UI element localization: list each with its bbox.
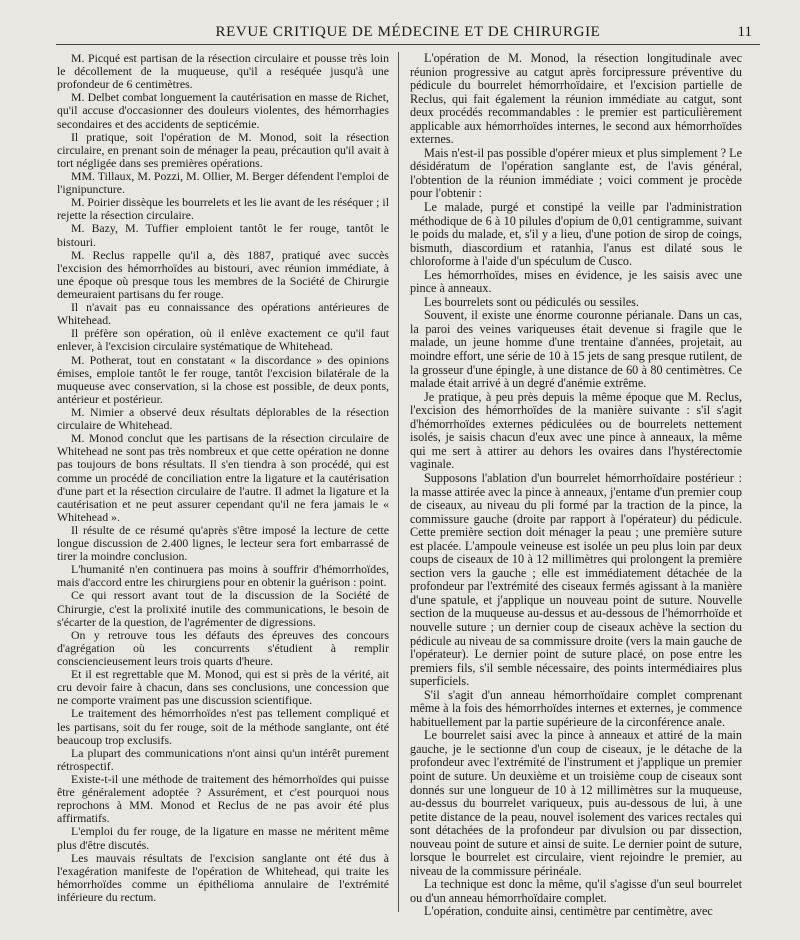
paragraph: S'il s'agit d'un anneau hémorrhoïdaire complet comprenant même à la fois des hémorrhoïdes internes et externes, je commence habituellement par la partie supérieure de la circonférence anale.	[410, 687, 742, 729]
paragraph: Il préfère son opération, où il enlève exactement ce qu'il faut enlever, à l'excision circulaire systématique de Whitehead.	[57, 326, 389, 354]
paragraph: Je pratique, à peu près depuis la même époque que M. Reclus, l'excision des hémorrhoïdes de la manière suivante : s'il s'agit d'hémorrhoïdes externes pédiculées ou de bourrelets nettement isolés, je saisis chacun d'eux avec une pince à anneaux, la même qui me sert à attirer au dehors les ovaires dans l'hystérectomie vaginale.	[410, 389, 742, 472]
paragraph: L'humanité n'en continuera pas moins à souffrir d'hémorrhoïdes, mais d'accord entre les chirurgiens pour en obtenir la guérison : point.	[57, 562, 389, 590]
paragraph: Ce qui ressort avant tout de la discussion de la Société de Chirurgie, c'est la prolixité inutile des communications, le besoin de s'écarter de la question, de l'agrémenter de digressions.	[57, 588, 389, 629]
paragraph: Supposons l'ablation d'un bourrelet hémorrhoïdaire postérieur : la masse attirée avec la pince à anneaux, j'entame d'un premier coup de ciseaux, au niveau du pli formé par la traction de la pince, la commissure gauche (droite par rapport à l'opérateur) du pédicule. Cette première section doit ménager la peau ; une première suture est placée. L'ampoule veineuse est isolée un peu plus loin par deux coups de ciseaux de 10 à 12 millimètres qui prolongent la première section vers la gauche ; elle est immédiatement détachée de la profondeur par l'extrémité des ciseaux fermés agissant à la manière d'une spatule, et j'applique un nouveau point de suture. Nouvelle section de la muqueuse au-dessus et au-dessous de l'hémorrhoïde et nouvelle suture ; un dernier coup de ciseaux achève la section du pédicule au niveau de sa commissure droite (vers la main gauche de l'opérateur). Le dernier point de suture placé, on pose entre les premiers fils, s'il semble nécessaire, des points intermédiaires plus superficiels.	[410, 470, 742, 689]
paragraph: Le malade, purgé et constipé la veille par l'administration méthodique de 6 à 10 pilules d'opium de 0,01 centigramme, suivant le poids du malade, et, s'il y a lieu, d'une potion de sirop de coings, bismuth, diascordium et ratanhia, l'anus est dilaté sous le chloroforme à l'aide d'un spéculum de Cusco.	[410, 200, 742, 269]
paragraph: Existe-t-il une méthode de traitement des hémorrhoïdes qui puisse être généralement adoptée ? Assurément, et c'est pourquoi nous reprochons à MM. Monod et Reclus de ne pas avoir été plus affirmatifs.	[57, 772, 389, 826]
paragraph: M. Poirier dissèque les bourrelets et les lie avant de les réséquer ; il rejette la résection circulaire.	[57, 195, 389, 223]
paragraph: Mais n'est-il pas possible d'opérer mieux et plus simplement ? Le désidératum de l'opération sanglante est, de l'avis général, l'obtention de la réunion immédiate ; voici comment je procède pour l'obtenir :	[410, 145, 742, 201]
paragraph: La plupart des communications n'ont ainsi qu'un intérêt purement rétrospectif.	[57, 745, 389, 773]
paragraph: Souvent, il existe une énorme couronne périanale. Dans un cas, la paroi des veines variqueuses était devenue si fragile que le malade, un jeune homme d'une trentaine d'années, projetait, au moindre effort, une série de 10 à 15 jets de sang presque rutilent, de la grosseur d'une épingle, à une distance de 60 à 80 centimètres. Ce malade était arrivé à un degré d'anémie extrême.	[410, 308, 742, 391]
paragraph: Les bourrelets sont ou pédiculés ou sessiles.	[424, 294, 639, 309]
paragraph: L'emploi du fer rouge, de la ligature en masse ne méritent même plus d'être discutés.	[57, 824, 389, 852]
paragraph: M. Nimier a observé deux résultats déplorables de la résection circulaire de Whitehead.	[57, 404, 389, 433]
paragraph: M. Monod conclut que les partisans de la résection circulaire de Whitehead ne sont pas très nombreux et que cette opération ne donne pas toujours de bons résultats. Il s'en tiendra à son procédé, qui est comme un procédé de conciliation entre la ligature et la cautérisation d'une part et la résection circulaire de l'autre. Il admet la ligature et la cautérisation et ne peut assurer cependant qu'il ne fera jamais le « Whitehead ».	[57, 431, 389, 524]
paragraph: Il n'avait pas eu connaissance des opérations antérieures de Whitehead.	[57, 300, 389, 328]
paragraph: Il résulte de ce résumé qu'après s'être imposé la lecture de cette longue discussion de 2.400 lignes, le lecteur sera fort embarrassé de tirer la moindre conclusion.	[57, 522, 389, 564]
running-title: REVUE CRITIQUE DE MÉDECINE ET DE CHIRURGIE	[215, 24, 601, 40]
paragraph: L'opération de M. Monod, la résection longitudinale avec réunion progressive au catgut après forcipressure préventive du pédicule du bourrelet hémorrhoïdaire, et l'excision partielle de Reclus, qui fait également la réunion immédiate au catgut, sont deux procédés recommandables : le premier est particulièrement applicable aux hémorrhoïdes internes, le second aux hémorrhoïdes externes.	[410, 51, 742, 147]
left-column	[57, 52, 389, 904]
running-header	[56, 22, 760, 45]
paragraph: Le traitement des hémorrhoïdes n'est pas tellement compliqué et les partisans, soit du fer rouge, soit de la méthode sanglante, ont été beaucoup trop exclusifs.	[57, 706, 389, 747]
paragraph: M. Delbet combat longuement la cautérisation en masse de Richet, qu'il accuse d'occasionner des douleurs violentes, des hémorrhagies secondaires et des accidents de septicémie.	[57, 90, 389, 131]
paragraph: M. Picqué est partisan de la résection circulaire et pousse très loin le décollement de la muqueuse, qu'il a reséquée jusqu'à une profondeur de 6 centimètres.	[57, 51, 389, 92]
paragraph: On y retrouve tous les défauts des épreuves des concours d'agrégation où les concurrents s'étudient à remplir consciencieusement leurs trois quarts d'heure.	[57, 627, 389, 669]
paragraph: La technique est donc la même, qu'il s'agisse d'un seul bourrelet ou d'un anneau hémorrhoïdaire complet.	[410, 877, 742, 905]
paragraph: Les hémorrhoïdes, mises en évidence, je les saisis avec une pince à anneaux.	[410, 267, 742, 296]
paragraph: Il pratique, soit l'opération de M. Monod, soit la résection circulaire, en prenant soin de ménager la peau, précaution qu'il avait à tort négligée dans ses premières opérations.	[57, 129, 389, 170]
right-column	[410, 52, 742, 919]
paragraph: Et il est regrettable que M. Monod, qui est si près de la vérité, ait cru devoir faire à chacun, dans ses conclusions, une concession que ne comporte vraiment pas une discussion scientifique.	[57, 667, 389, 708]
paragraph: Les mauvais résultats de l'excision sanglante ont été dus à l'exagération manifeste de l'opération de Whitehead, qui traite les hémorrhoïdes comme un épithélioma annulaire de l'extrémité inférieure du rectum.	[57, 850, 389, 904]
paragraph: M. Bazy, M. Tuffier emploient tantôt le fer rouge, tantôt le bistouri.	[57, 221, 389, 249]
page-number: 11	[737, 24, 752, 40]
column-divider	[398, 52, 399, 912]
paragraph: M. Reclus rappelle qu'il a, dès 1887, pratiqué avec succès l'excision des hémorrhoïdes au bistouri, avec réunion immédiate, à une époque où presque tous les membres de la Société de Chirurgie demeuraient partisans du fer rouge.	[57, 247, 389, 301]
paragraph: L'opération, conduite ainsi, centimètre par centimètre, avec	[424, 904, 713, 919]
paragraph: MM. Tillaux, M. Pozzi, M. Ollier, M. Berger défendent l'emploi de l'ignipuncture.	[57, 168, 389, 197]
paragraph: M. Potherat, tout en constatant « la discordance » des opinions émises, emploie tantôt le fer rouge, tantôt l'excision bilatérale de la muqueuse avec conservation, si la chose est possible, de deux ponts, antérieur et postérieur.	[57, 352, 389, 406]
paragraph: Le bourrelet saisi avec la pince à anneaux et attiré de la main gauche, je le sectionne d'un coup de ciseaux, je le détache de la profondeur avec l'extrémité de l'instrument et j'applique un premier point de suture. Un deuxième et un troisième coup de ciseaux sont donnés sur une longueur de 10 à 12 millimètres sur la muqueuse, au-dessus du bourrelet variqueux, puis au-dessous de lui, à une petite distance de la peau, nouvel isolement des varices rectales qui sont détachées de la profondeur par divulsion ou par dissection, nouveau point de suture et ainsi de suite. Le dernier point de suture, lorsque le bourrelet est circulaire, vient rejoindre le premier, au niveau de la commissure périnéale.	[410, 728, 742, 878]
